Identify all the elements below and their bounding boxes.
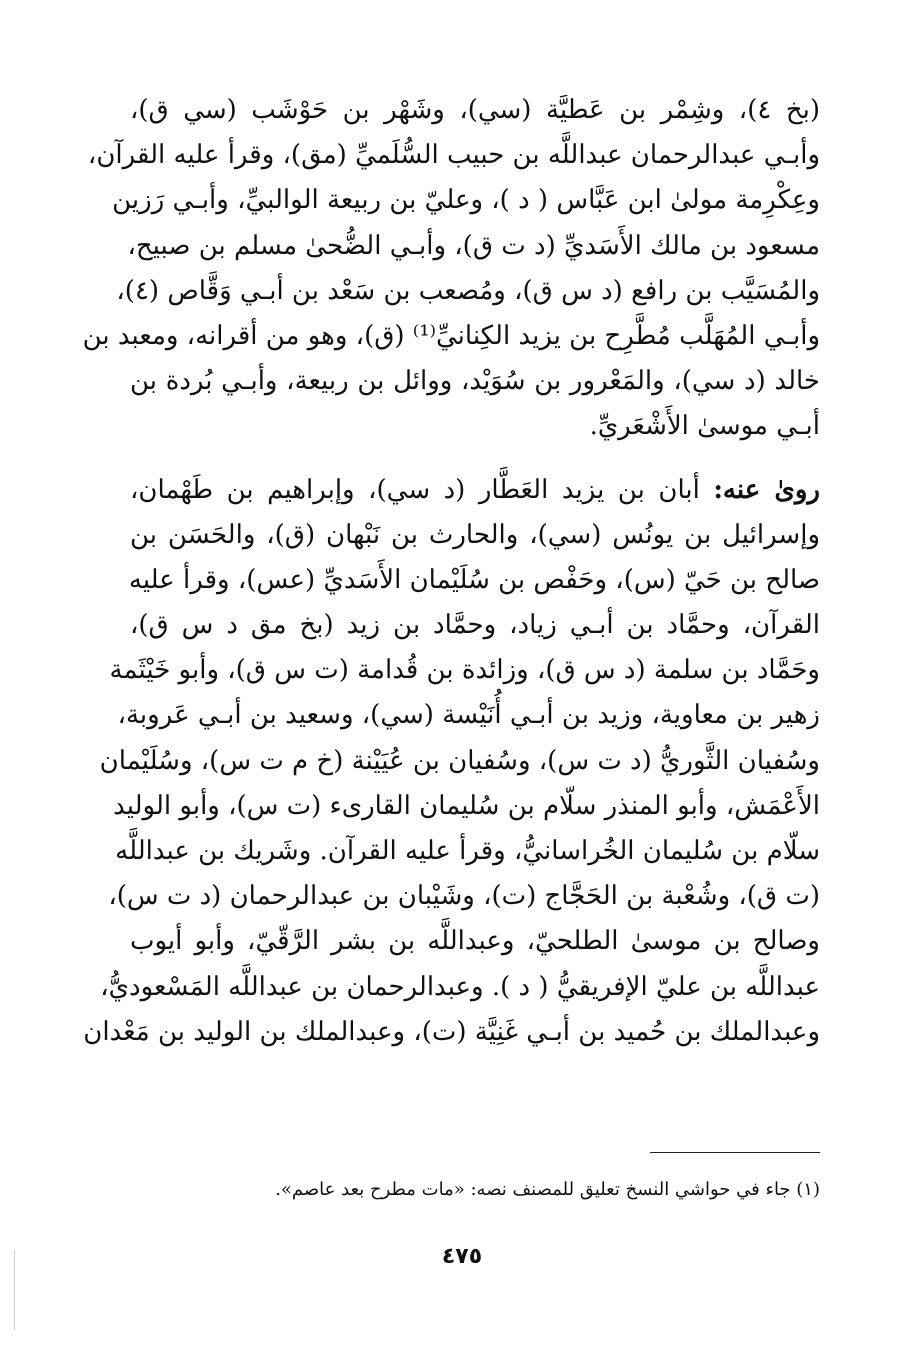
footnote-separator xyxy=(650,1152,820,1153)
text-line: أبـي موسىٰ الأَشْعَريِّ. xyxy=(589,411,820,442)
text-line: القرآن، وحمَّاد بن أبـي زياد، وحمَّاد بن زيد (بخ مق د س ق)، xyxy=(130,610,820,641)
text-line: الأَعْمَش، وأبو المنذر سلّام بن سُليمان القارىء (ت س)، وأبو الوليد xyxy=(113,790,820,821)
text-line: عبداللَّه بن عليّ الإفريقيُّ ( د ). وعبدالرحمان بن عبداللَّه المَسْعوديُّ، xyxy=(100,971,820,1002)
text-line: سلّام بن سُليمان الخُراسانيُّ، وقرأ عليه القرآن. وشَريك بن عبداللَّه xyxy=(115,836,820,866)
text-line: وعبدالملك بن حُميد بن أبـي غَنِيَّة (ت)، وعبدالملك بن الوليد بن مَعْدان xyxy=(83,1016,820,1047)
text-line: والمُسَيَّب بن رافع (د س ق)، ومُصعب بن سَعْد بن أبـي وَقَّاص (٤)، xyxy=(116,275,820,306)
text-line: وأبـي المُهَلَّب مُطَّرِح بن يزيد الكِنانيِّ⁽¹⁾ (ق)، وهو من أقرانه، ومعبد بن xyxy=(82,320,820,351)
text-line: وأبـي عبدالرحمان عبداللَّه بن حبيب السُّلَميِّ (مق)، وقرأ عليه القرآن، xyxy=(87,140,820,171)
main-text xyxy=(82,88,820,1055)
text-line: وعِكْرِمة مولىٰ ابن عَبَّاس ( د )، وعليّ بن ربيعة الوالبيِّ، وأبـي رَزين xyxy=(112,185,820,216)
text-line: وسُفيان الثَّوريُّ (د ت س)، وسُفيان بن عُيَيْنة (خ م ت س)، وسُلَيْمان xyxy=(99,745,820,776)
paragraph-gap xyxy=(130,450,820,468)
text-line-lead xyxy=(130,468,820,513)
narrators-heading: روىٰ عنه: xyxy=(713,474,820,505)
text-line: مسعود بن مالك الأَسَديِّ (د ت ق)، وأبـي الضُّحىٰ مسلم بن صبيح، xyxy=(127,230,820,261)
scan-edge-mark xyxy=(14,1250,15,1330)
text-line: وصالح بن موسىٰ الطلحيّ، وعبداللَّه بن بشر الرَّقّيّ، وأبو أيوب xyxy=(130,926,820,957)
text-line: صالح بن حَيّ (س)، وحَفْص بن سُلَيْمان الأَسَديِّ (عس)، وقرأ عليه xyxy=(128,564,820,595)
page-number: ٤٧٥ xyxy=(441,1244,483,1269)
text-line: وحَمَّاد بن سلمة (د س ق)، وزائدة بن قُدامة (ت س ق)، وأبو خَيْثَمة xyxy=(109,655,820,686)
text-line: خالد (د سي)، والمَعْرور بن سُوَيْد، ووائل بن ربيعة، وأبـي بُردة بن xyxy=(130,366,820,397)
text-line: زهير بن معاوية، وزيد بن أبـي أُنَيْسة (سي)، وسعيد بن أبـي عَروبة، xyxy=(117,700,820,731)
text-line-rest: أبان بن يزيد العَطَّار (د سي)، وإبراهيم بن طَهْمان، xyxy=(130,474,714,505)
text-line: (بخ ٤)، وشِمْر بن عَطيَّة (سي)، وشَهْر بن حَوْشَب (سي ق)، xyxy=(130,95,820,125)
text-line: (ت ق)، وشُعْبة بن الحَجَّاج (ت)، وشَيْبان بن عبدالرحمان (د ت س)، xyxy=(108,881,820,912)
footnote: (١) جاء في حواشي النسخ تعليق للمصنف نصه: «مات مطرح بعد عاصم». xyxy=(275,1179,820,1200)
text-line: وإسرائيل بن يونُس (سي)، والحارث بن نَبْهان (ق)، والحَسَن بن xyxy=(130,519,820,550)
